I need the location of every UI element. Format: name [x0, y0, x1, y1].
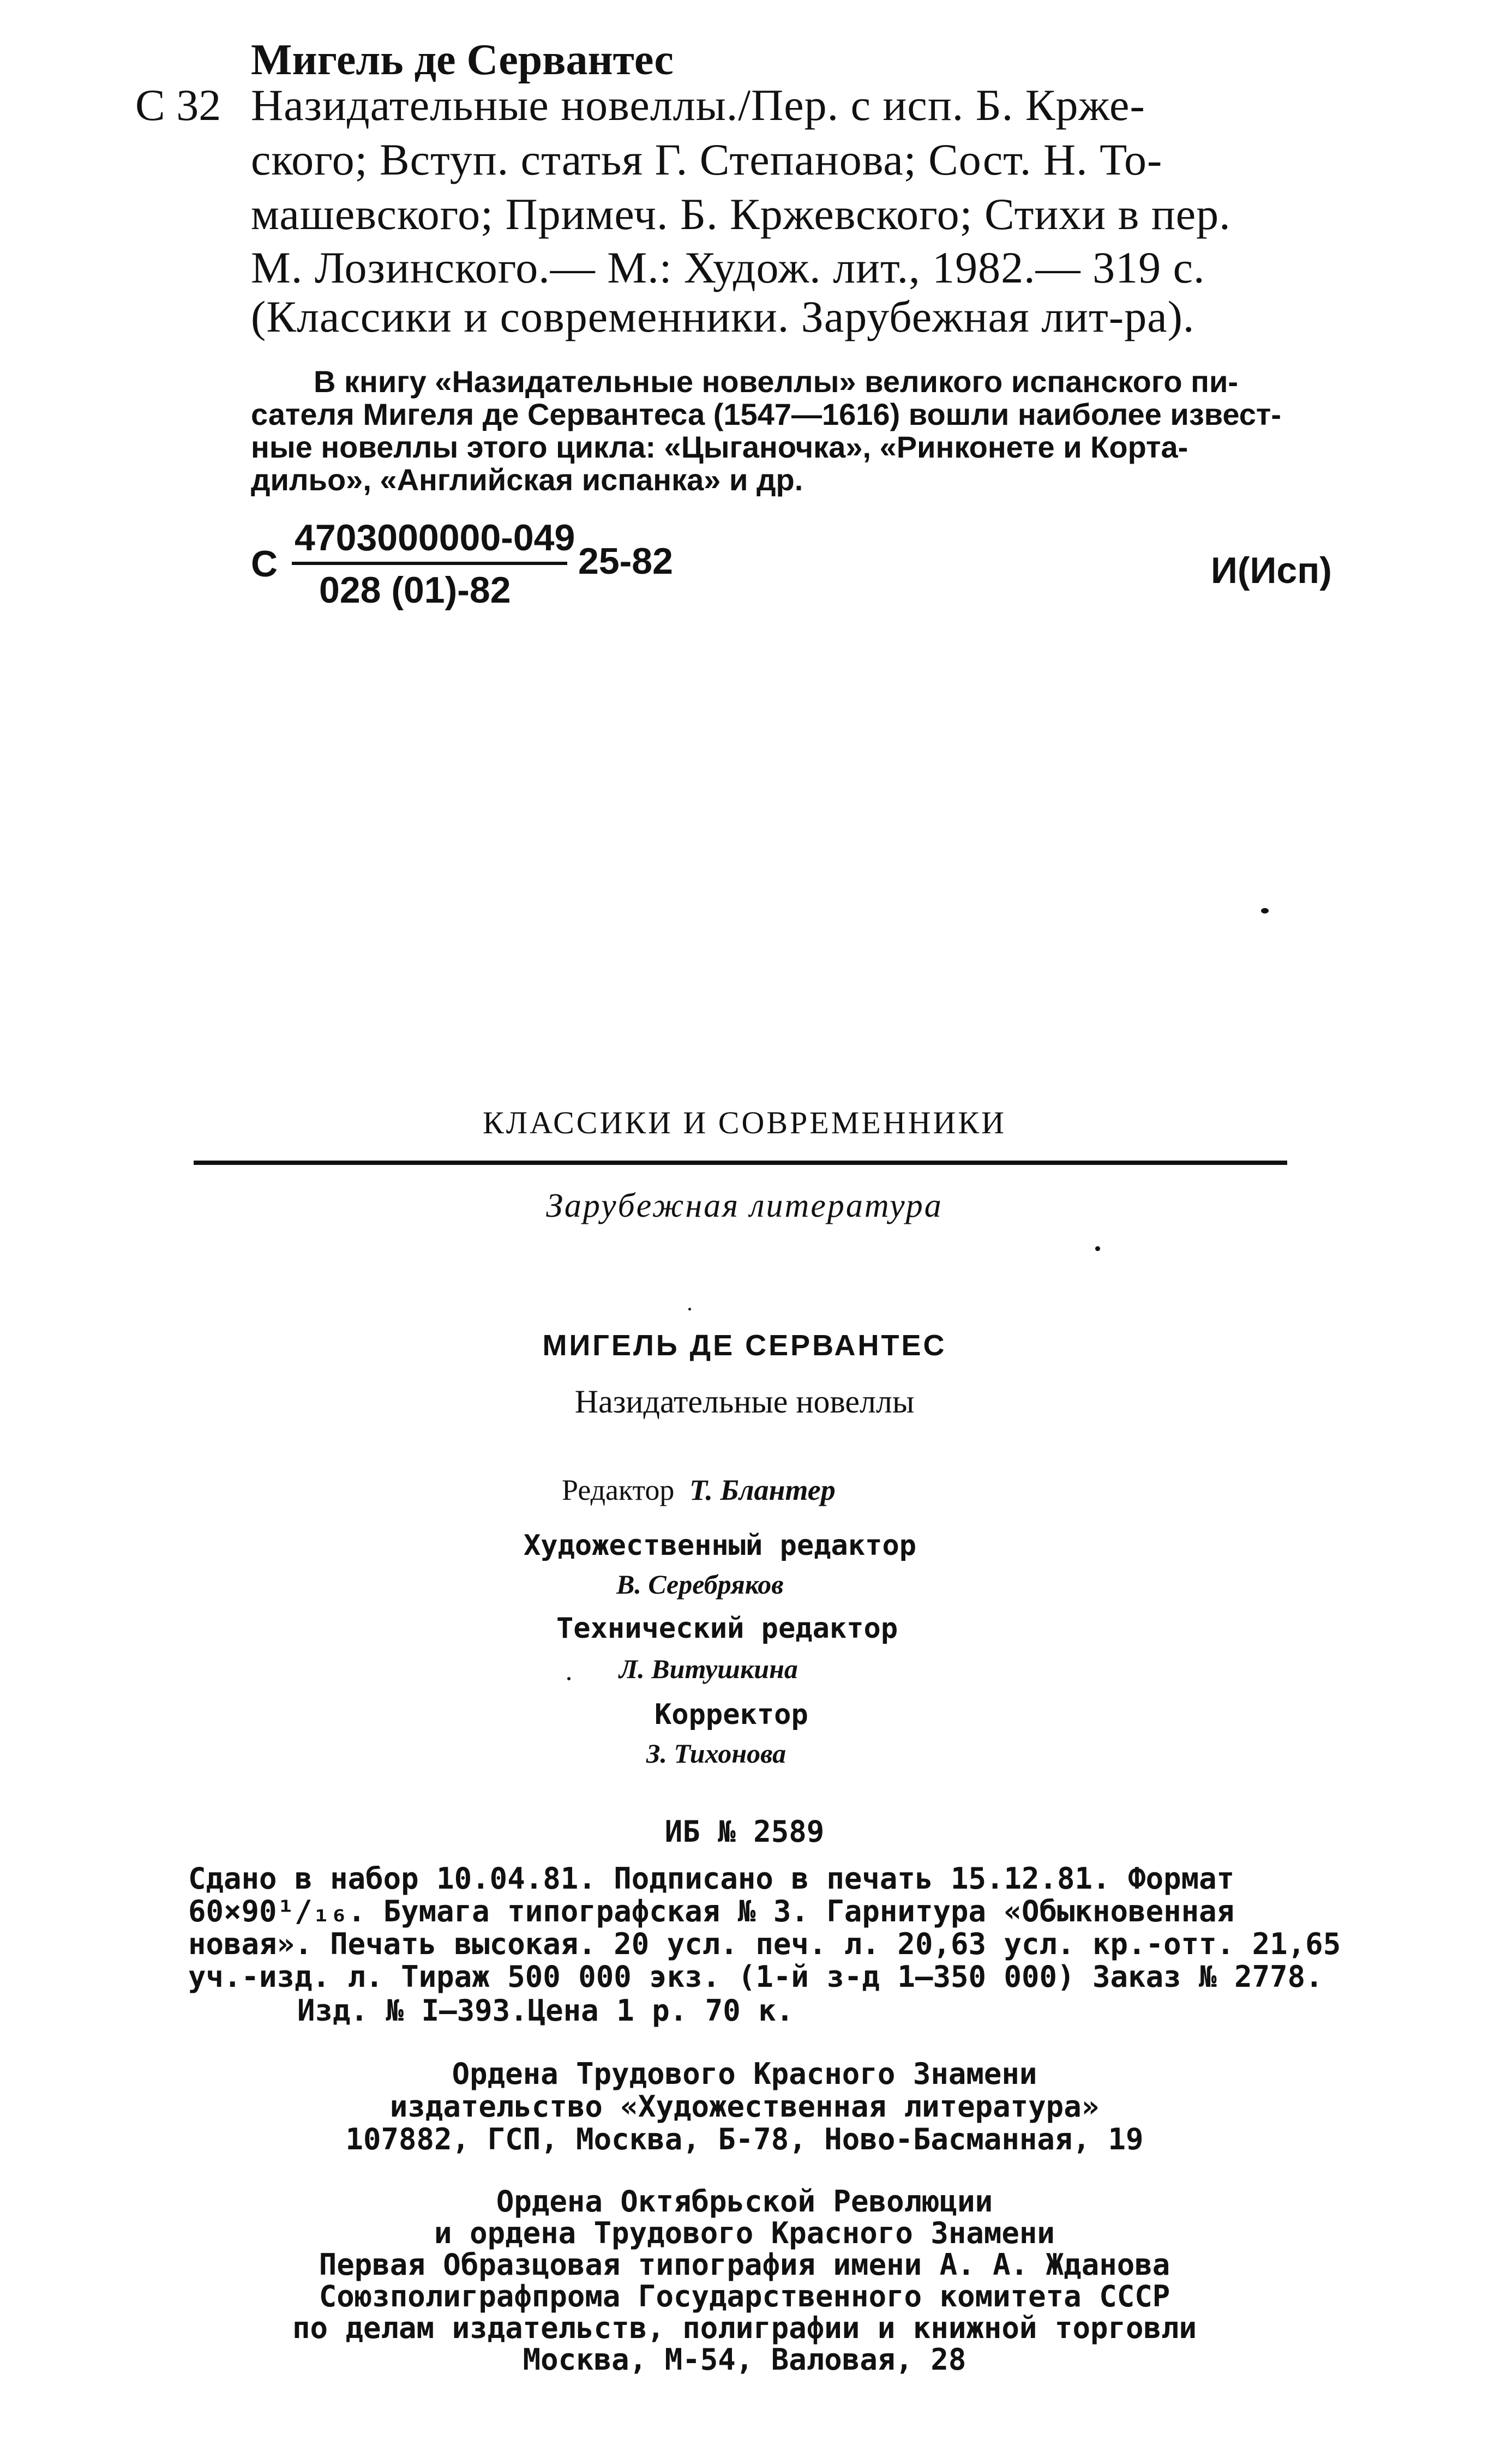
- print-speck: [1095, 1246, 1100, 1251]
- printer-line: Ордена Октябрьской Революции: [496, 2184, 993, 2219]
- author-heading: Мигель де Сервантес: [251, 36, 674, 84]
- series-title: КЛАССИКИ И СОВРЕМЕННИКИ: [483, 1105, 1006, 1140]
- credit-editor: [562, 1475, 836, 1505]
- bib-description-line: Назидательные новеллы./Пер. с исп. Б. Крже-: [251, 80, 1145, 130]
- credit-name: Л. Витушкина: [619, 1654, 798, 1684]
- printer-line: и ордена Трудового Красного Знамени: [434, 2216, 1055, 2250]
- series-rule: [194, 1161, 1287, 1165]
- bib-description-line: М. Лозинского.— М.: Худож. лит., 1982.— 319 с.: [251, 243, 1205, 292]
- print-data-line: новая». Печать высокая. 20 усл. печ. л. 20,63 усл. кр.-отт. 21,65: [188, 1927, 1341, 1961]
- printer-line: Первая Образцовая типография имени А. А. Жданова: [319, 2247, 1170, 2282]
- call-number: С 32: [135, 80, 221, 130]
- code-letter: С: [251, 543, 278, 585]
- publisher-line: издательство «Художественная литература»: [389, 2089, 1100, 2124]
- code-numerator: 4703000000-049: [295, 517, 575, 558]
- print-data-line: 60×90¹/₁₆. Бумага типографская № 3. Гарнитура «Обыкновенная: [188, 1894, 1235, 1928]
- author-caps: МИГЕЛЬ ДЕ СЕРВАНТЕС: [542, 1329, 947, 1362]
- annotation-line: В книгу «Назидательные новеллы» великого испанского пи-: [314, 364, 1239, 399]
- credit-name: Т. Блантер: [689, 1474, 836, 1506]
- print-data-line: Сдано в набор 10.04.81. Подписано в печать 15.12.81. Формат: [188, 1861, 1235, 1896]
- credit-name: В. Серебряков: [616, 1569, 784, 1600]
- printer-line: Союзполиграфпрома Государственного комитета СССР: [319, 2279, 1170, 2313]
- print-speck: [567, 1677, 571, 1680]
- publisher-line: Ордена Трудового Красного Знамени: [452, 2057, 1037, 2091]
- credit-role: Корректор: [655, 1698, 808, 1731]
- bib-description-line: (Классики и современники. Зарубежная лит-ра).: [251, 292, 1195, 341]
- annotation-line: сателя Мигеля де Сервантеса (1547—1616) вошли наиболее извест-: [251, 397, 1281, 431]
- series-subtitle: Зарубежная литература: [546, 1187, 943, 1224]
- book-title: Назидательные новеллы: [574, 1384, 915, 1420]
- printer-line: по делам издательств, полиграфии и книжной торговли: [292, 2311, 1197, 2345]
- credit-role: Художественный редактор: [524, 1529, 917, 1562]
- code-suffix: 25-82: [578, 540, 673, 582]
- bib-description-line: машевского; Примеч. Б. Кржевского; Стихи в пер.: [251, 189, 1231, 239]
- print-data-line: уч.-изд. л. Тираж 500 000 экз. (1-й з-д 1—350 000) Заказ № 2778.: [188, 1960, 1323, 1994]
- credit-role: Редактор: [562, 1474, 675, 1506]
- credit-role: Технический редактор: [556, 1612, 898, 1645]
- print-speck: [688, 1308, 691, 1311]
- annotation-line: ные новеллы этого цикла: «Цыганочка», «Ринконете и Корта-: [251, 430, 1188, 464]
- print-speck: [1261, 908, 1269, 914]
- print-data-line: Изд. № I—393.Цена 1 р. 70 к.: [297, 1993, 794, 2028]
- publisher-line: 107882, ГСП, Москва, Б-78, Ново-Басманная, 19: [345, 2122, 1144, 2156]
- fraction-bar: [292, 562, 567, 565]
- classification-code: И(Исп): [1211, 550, 1332, 591]
- annotation-line: дильо», «Английская испанка» и др.: [251, 462, 803, 497]
- code-denominator: 028 (01)-82: [319, 569, 511, 611]
- printer-line: Москва, М-54, Валовая, 28: [523, 2342, 966, 2377]
- credit-name: З. Тихонова: [646, 1738, 786, 1769]
- bib-description-line: ского; Вступ. статья Г. Степанова; Сост. Н. То-: [251, 135, 1163, 184]
- ib-number: ИБ № 2589: [664, 1814, 825, 1849]
